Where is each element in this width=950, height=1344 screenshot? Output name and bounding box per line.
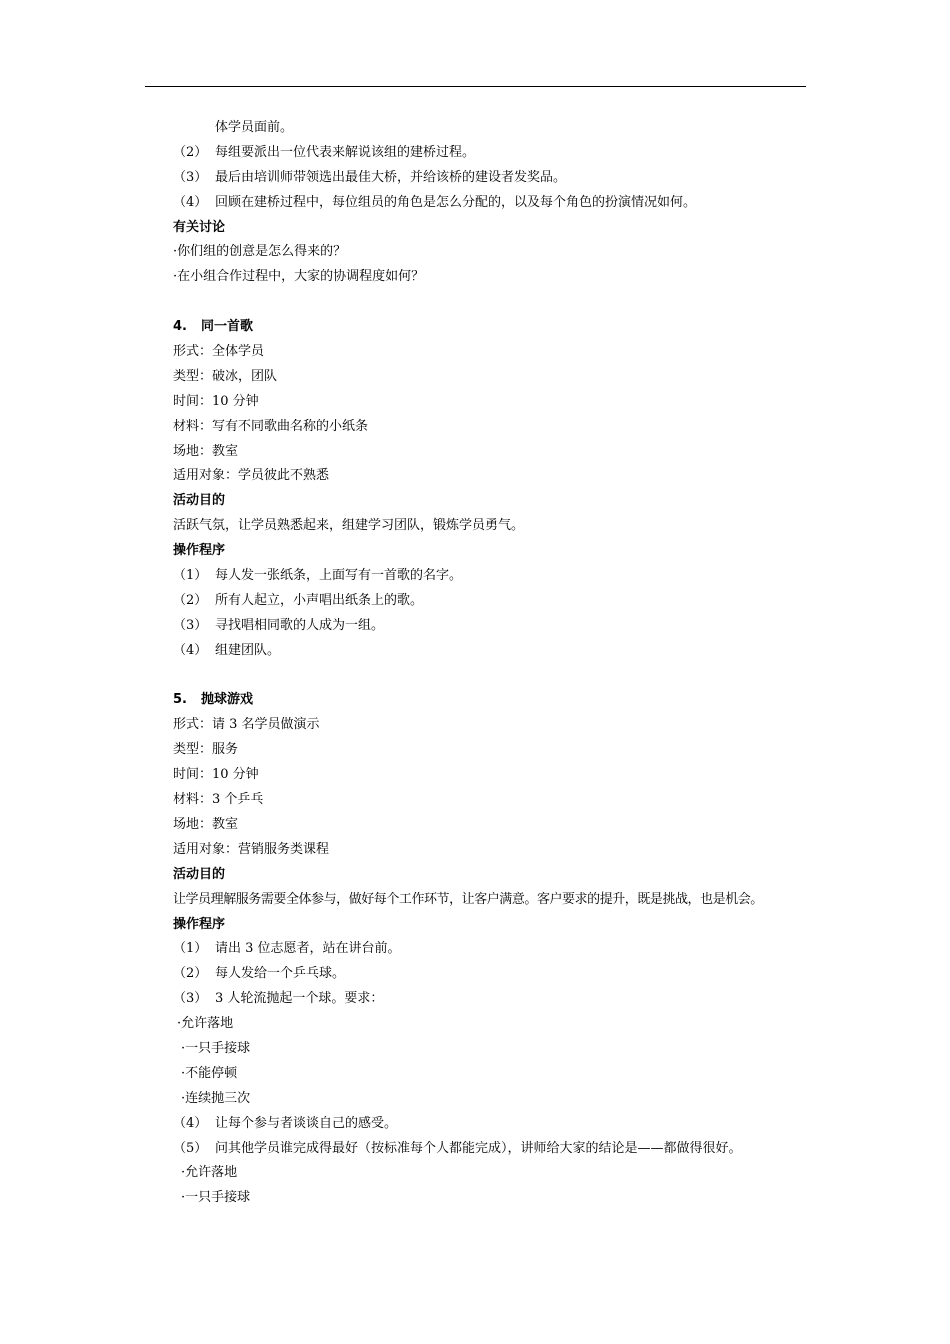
- section-title-text: 抛球游戏: [201, 692, 254, 708]
- meta-line: 形式：请 3 名学员做演示: [173, 717, 320, 733]
- step-text: 3 人轮流抛起一个球。要求：: [215, 991, 384, 1007]
- discussion-heading: 有关讨论: [173, 219, 226, 235]
- step-number: （2）: [173, 966, 208, 982]
- step-item: [173, 1112, 823, 1137]
- step-number: （4）: [173, 1115, 208, 1131]
- requirement-item: ·不能停顿: [181, 1065, 238, 1081]
- meta-line: 时间：10 分钟: [173, 393, 259, 409]
- step-number: （3）: [173, 169, 208, 185]
- step-item: [173, 1137, 823, 1162]
- step-item: [173, 639, 823, 664]
- step-text: 请出 3 位志愿者，站在讲台前。: [215, 941, 401, 957]
- goal-heading: 活动目的: [173, 493, 226, 509]
- step-text: 组建团队。: [215, 642, 281, 658]
- discussion-item: ·你们组的创意是怎么得来的？: [173, 244, 347, 260]
- step-number: （5）: [173, 1140, 208, 1156]
- step-item: [173, 564, 823, 589]
- meta-line: 适用对象：学员彼此不熟悉: [173, 468, 330, 484]
- requirement-item: ·允许落地: [177, 1016, 234, 1032]
- step-text: 让每个参与者谈谈自己的感受。: [215, 1115, 398, 1131]
- spacer: [173, 290, 823, 315]
- meta-line: 场地：教室: [173, 443, 239, 459]
- step-number: （2）: [173, 592, 208, 608]
- requirement-item: ·一只手接球: [181, 1190, 251, 1206]
- section-title: [173, 688, 823, 713]
- meta-line: 类型：服务: [173, 742, 239, 758]
- step-text: 寻找唱相同歌的人成为一组。: [215, 617, 385, 633]
- procedure-heading: 操作程序: [173, 916, 226, 932]
- document-body: [173, 116, 823, 1211]
- meta-line: 形式：全体学员: [173, 344, 265, 360]
- step-item: [173, 987, 823, 1012]
- step-number: （2）: [173, 144, 208, 160]
- meta-line: 类型：破冰，团队: [173, 368, 278, 384]
- goal-heading: 活动目的: [173, 866, 226, 882]
- goal-text: 活跃气氛，让学员熟悉起来，组建学习团队，锻炼学员勇气。: [173, 518, 525, 534]
- goal-text: 让学员理解服务需要全体参与，做好每个工作环节，让客户满意。客户要求的提升，既是挑战，也是机会。: [173, 891, 763, 907]
- requirement-item: ·连续抛三次: [181, 1090, 251, 1106]
- requirement-item: ·允许落地: [181, 1165, 238, 1181]
- continued-text: 体学员面前。: [215, 120, 294, 135]
- step-number: （3）: [173, 617, 208, 633]
- step-text: 每人发给一个乒乓球。: [215, 966, 346, 982]
- meta-line: 材料：3 个乒乓: [173, 792, 264, 808]
- section-number: 5.: [173, 692, 187, 708]
- section-title-text: 同一首歌: [201, 319, 254, 335]
- step-number: （4）: [173, 642, 208, 658]
- section-title: [173, 315, 823, 340]
- step-text: 每组要派出一位代表来解说该组的建桥过程。: [215, 144, 476, 160]
- step-item: [173, 937, 823, 962]
- step-text: 问其他学员谁完成得最好（按标准每个人都能完成），讲师给大家的结论是——都做得很好。: [215, 1140, 742, 1156]
- step-item: [173, 589, 823, 614]
- step-text: 所有人起立，小声唱出纸条上的歌。: [215, 592, 424, 608]
- discussion-item: ·在小组合作过程中，大家的协调程度如何？: [173, 269, 425, 285]
- step-text: 最后由培训师带领选出最佳大桥，并给该桥的建设者发奖品。: [215, 169, 567, 185]
- spacer: [173, 664, 823, 689]
- step-number: （1）: [173, 941, 208, 957]
- meta-line: 场地：教室: [173, 816, 239, 832]
- procedure-heading: 操作程序: [173, 543, 226, 559]
- requirement-item: ·一只手接球: [181, 1040, 251, 1056]
- header-rule: [145, 86, 806, 87]
- step-number: （1）: [173, 568, 208, 584]
- section-number: 4.: [173, 319, 187, 335]
- step-item: [173, 141, 823, 166]
- step-item: [173, 191, 823, 216]
- meta-line: 时间：10 分钟: [173, 767, 259, 783]
- step-text: 每人发一张纸条，上面写有一首歌的名字。: [215, 568, 463, 584]
- meta-line: 材料：写有不同歌曲名称的小纸条: [173, 418, 369, 434]
- step-number: （4）: [173, 194, 208, 210]
- step-item: [173, 962, 823, 987]
- meta-line: 适用对象：营销服务类课程: [173, 841, 330, 857]
- step-number: （3）: [173, 991, 208, 1007]
- step-text: 回顾在建桥过程中，每位组员的角色是怎么分配的，以及每个角色的扮演情况如何。: [215, 194, 697, 210]
- step-item: [173, 614, 823, 639]
- step-item: [173, 166, 823, 191]
